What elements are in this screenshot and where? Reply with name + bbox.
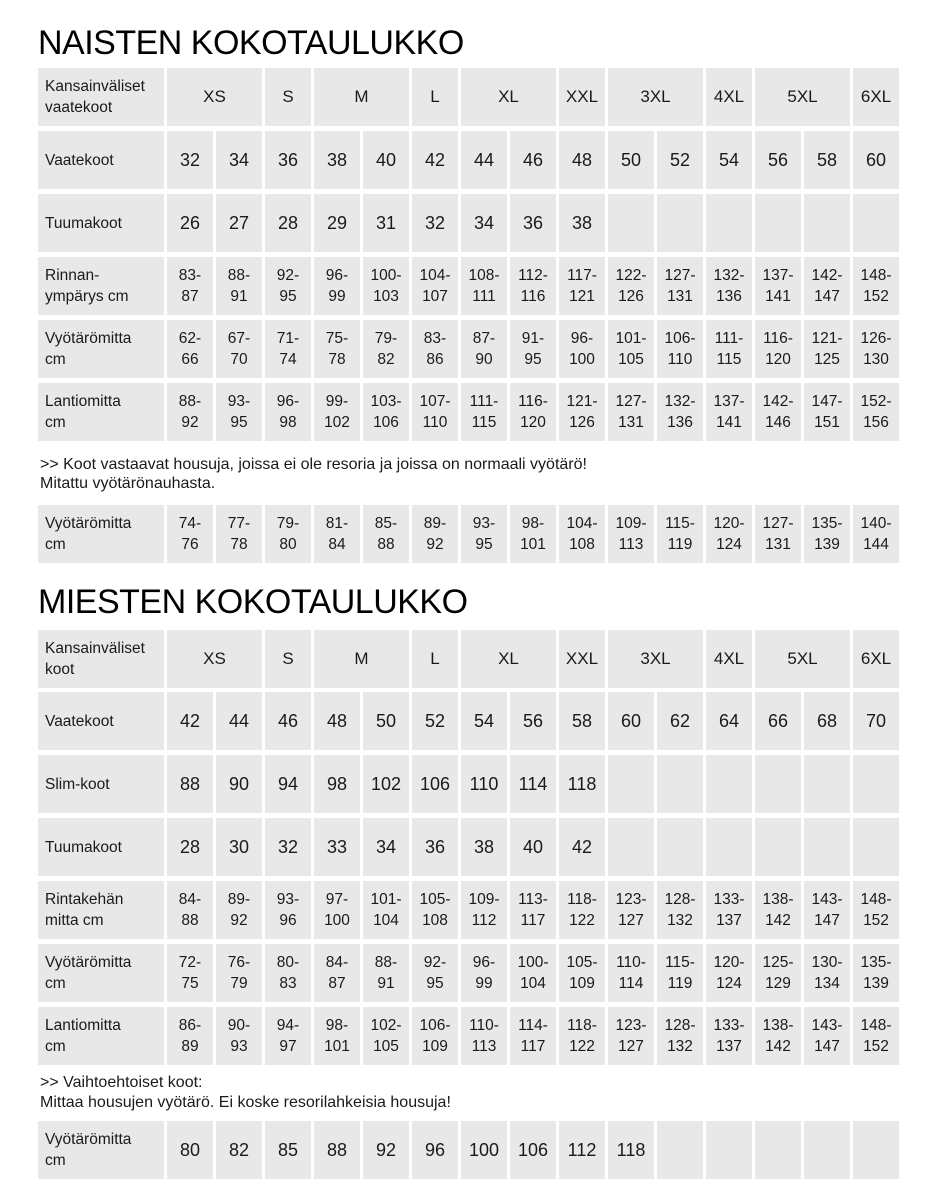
table-row-4-cell: 107- 110 [412, 383, 458, 441]
men-note-line-2: Mittaa housujen vyötärö. Ei koske resorilahkeisia housuja! [40, 1094, 451, 1111]
table-row-4-cell: 121- 126 [559, 383, 605, 441]
women-extra-cell: 140- 144 [853, 505, 899, 563]
table-row-2-cell [608, 818, 654, 876]
table-row-1-cell: 118 [559, 755, 605, 813]
size-header-xs: XS [167, 68, 262, 126]
men-extra-cell [804, 1121, 850, 1179]
table-row-3-cell: 133- 137 [706, 881, 752, 939]
size-header-3xl: 3XL [608, 630, 703, 688]
table-row-1-cell [853, 755, 899, 813]
table-row-0-cell: 38 [314, 131, 360, 189]
table-row-5-cell: 138- 142 [755, 1007, 801, 1065]
men-extra-cell: 85 [265, 1121, 311, 1179]
women-extra-cell: 93- 95 [461, 505, 507, 563]
size-header-3xl: 3XL [608, 68, 703, 126]
table-row-0-cell: 52 [412, 692, 458, 750]
table-row-2-cell [706, 818, 752, 876]
size-header-6xl: 6XL [853, 68, 899, 126]
table-row-4-cell: 93- 95 [216, 383, 262, 441]
table-row-2-cell: 30 [216, 818, 262, 876]
table-row-0-cell: 64 [706, 692, 752, 750]
size-header-xxl: XXL [559, 68, 605, 126]
table-row-4-cell: 84- 87 [314, 944, 360, 1002]
table-row-3-cell: 101- 105 [608, 320, 654, 378]
table-row-5-cell: 118- 122 [559, 1007, 605, 1065]
women-size-chart-title: NAISTEN KOKOTAULUKKO [38, 24, 464, 62]
women-note-line-2: Mitattu vyötärönauhasta. [40, 475, 216, 492]
table-row-2-cell [657, 818, 703, 876]
women-extra-cell: 127- 131 [755, 505, 801, 563]
table-row-1-cell: 110 [461, 755, 507, 813]
men-extra-cell: 82 [216, 1121, 262, 1179]
table-row-4-cell: 111- 115 [461, 383, 507, 441]
table-row-5-cell: 143- 147 [804, 1007, 850, 1065]
table-row-5-cell: 106- 109 [412, 1007, 458, 1065]
table-row-2-cell: 100- 103 [363, 257, 409, 315]
women-extra-cell: 120- 124 [706, 505, 752, 563]
table-row-1-cell: 32 [412, 194, 458, 252]
table-row-0-cell: 70 [853, 692, 899, 750]
table-row-1-cell: 31 [363, 194, 409, 252]
table-row-3-cell: 138- 142 [755, 881, 801, 939]
size-header-6xl: 6XL [853, 630, 899, 688]
table-row-4-row-label: Lantiomitta cm [38, 383, 164, 441]
women-extra-cell: 77- 78 [216, 505, 262, 563]
table-row-0-cell: 32 [167, 131, 213, 189]
men-size-chart-title: MIESTEN KOKOTAULUKKO [38, 583, 468, 621]
table-row-4-cell: 103- 106 [363, 383, 409, 441]
men-extra-cell [755, 1121, 801, 1179]
table-row-4-cell: 130- 134 [804, 944, 850, 1002]
women-extra-cell: 81- 84 [314, 505, 360, 563]
table-row-5-cell: 86- 89 [167, 1007, 213, 1065]
table-row-4-cell: 152- 156 [853, 383, 899, 441]
table-row-0-row-label: Vaatekoot [38, 131, 164, 189]
table-row-5-cell: 102- 105 [363, 1007, 409, 1065]
table-row-3-cell: 79- 82 [363, 320, 409, 378]
men-extra-row-label: Vyötärömitta cm [38, 1121, 164, 1179]
table-row-4-cell: 127- 131 [608, 383, 654, 441]
table-row-4-cell: 96- 98 [265, 383, 311, 441]
table-row-5-row-label: Lantiomitta cm [38, 1007, 164, 1065]
table-row-2-cell: 38 [461, 818, 507, 876]
table-row-0-cell: 66 [755, 692, 801, 750]
table-row-1-cell: 114 [510, 755, 556, 813]
table-row-0-cell: 42 [412, 131, 458, 189]
table-row-1-cell [657, 194, 703, 252]
table-row-1-cell: 28 [265, 194, 311, 252]
table-row-2-cell: 40 [510, 818, 556, 876]
women-extra-row-label: Vyötärömitta cm [38, 505, 164, 563]
table-row-2-cell: 127- 131 [657, 257, 703, 315]
table-row-2-cell: 122- 126 [608, 257, 654, 315]
table-row-0-cell: 56 [755, 131, 801, 189]
table-row-5-cell: 98- 101 [314, 1007, 360, 1065]
table-row-2-cell: 88- 91 [216, 257, 262, 315]
size-header-l: L [412, 68, 458, 126]
table-row-1-cell [755, 194, 801, 252]
table-row-2-cell [853, 818, 899, 876]
table-row-1-cell: 36 [510, 194, 556, 252]
header-label-cell: Kansainväliset vaatekoot [38, 68, 164, 126]
table-row-3-cell: 101- 104 [363, 881, 409, 939]
size-header-4xl: 4XL [706, 630, 752, 688]
table-row-1-cell [755, 755, 801, 813]
table-row-2-cell [804, 818, 850, 876]
table-row-4-cell: 110- 114 [608, 944, 654, 1002]
men-extra-cell: 80 [167, 1121, 213, 1179]
table-row-1-cell: 88 [167, 755, 213, 813]
women-extra-cell: 104- 108 [559, 505, 605, 563]
men-extra-cell: 96 [412, 1121, 458, 1179]
women-extra-cell: 115- 119 [657, 505, 703, 563]
table-row-1-cell [804, 755, 850, 813]
table-row-3-cell: 89- 92 [216, 881, 262, 939]
table-row-0-cell: 48 [559, 131, 605, 189]
women-extra-cell: 109- 113 [608, 505, 654, 563]
men-extra-cell [657, 1121, 703, 1179]
table-row-5-cell: 148- 152 [853, 1007, 899, 1065]
men-extra-cell: 118 [608, 1121, 654, 1179]
size-header-l: L [412, 630, 458, 688]
table-row-2-cell: 132- 136 [706, 257, 752, 315]
table-row-4-cell: 142- 146 [755, 383, 801, 441]
table-row-0-cell: 58 [804, 131, 850, 189]
table-row-0-cell: 62 [657, 692, 703, 750]
table-row-3-cell: 113- 117 [510, 881, 556, 939]
table-row-5-cell: 128- 132 [657, 1007, 703, 1065]
table-row-3-cell: 91- 95 [510, 320, 556, 378]
table-row-4-cell: 147- 151 [804, 383, 850, 441]
table-row-2-cell: 104- 107 [412, 257, 458, 315]
table-row-3-cell: 71- 74 [265, 320, 311, 378]
table-row-0-cell: 46 [265, 692, 311, 750]
table-row-2-cell: 92- 95 [265, 257, 311, 315]
table-row-3-cell: 128- 132 [657, 881, 703, 939]
table-row-2-cell: 33 [314, 818, 360, 876]
table-row-0-cell: 58 [559, 692, 605, 750]
table-row-2-cell: 96- 99 [314, 257, 360, 315]
table-row-1-cell: 27 [216, 194, 262, 252]
size-header-xl: XL [461, 68, 556, 126]
table-row-2-cell: 117- 121 [559, 257, 605, 315]
men-extra-cell: 106 [510, 1121, 556, 1179]
table-row-4-cell: 76- 79 [216, 944, 262, 1002]
table-row-4-cell: 99- 102 [314, 383, 360, 441]
table-row-0-cell: 50 [363, 692, 409, 750]
table-row-2-cell [755, 818, 801, 876]
table-row-3-row-label: Vyötärömitta cm [38, 320, 164, 378]
table-row-1-cell: 38 [559, 194, 605, 252]
table-row-0-cell: 42 [167, 692, 213, 750]
size-header-s: S [265, 630, 311, 688]
table-row-4-cell: 80- 83 [265, 944, 311, 1002]
women-extra-cell: 98- 101 [510, 505, 556, 563]
table-row-0-cell: 54 [706, 131, 752, 189]
men-extra-cell: 92 [363, 1121, 409, 1179]
table-row-1-cell: 102 [363, 755, 409, 813]
table-row-4-cell: 115- 119 [657, 944, 703, 1002]
table-row-5-cell: 110- 113 [461, 1007, 507, 1065]
table-row-1-cell [608, 755, 654, 813]
table-row-0-row-label: Vaatekoot [38, 692, 164, 750]
table-row-3-cell: 109- 112 [461, 881, 507, 939]
table-row-3-cell: 111- 115 [706, 320, 752, 378]
table-row-2-row-label: Tuumakoot [38, 818, 164, 876]
women-extra-cell: 74- 76 [167, 505, 213, 563]
men-note-line-1: >> Vaihtoehtoiset koot: [40, 1074, 203, 1091]
table-row-1-cell [853, 194, 899, 252]
table-row-5-cell: 90- 93 [216, 1007, 262, 1065]
size-header-xxl: XXL [559, 630, 605, 688]
women-extra-cell: 85- 88 [363, 505, 409, 563]
table-row-1-cell: 94 [265, 755, 311, 813]
size-header-m: M [314, 68, 409, 126]
table-row-0-cell: 40 [363, 131, 409, 189]
table-row-0-cell: 44 [216, 692, 262, 750]
table-row-4-cell: 116- 120 [510, 383, 556, 441]
table-row-2-cell: 142- 147 [804, 257, 850, 315]
table-row-1-cell: 26 [167, 194, 213, 252]
table-row-3-cell: 126- 130 [853, 320, 899, 378]
table-row-0-cell: 52 [657, 131, 703, 189]
table-row-1-row-label: Slim-koot [38, 755, 164, 813]
table-row-0-cell: 68 [804, 692, 850, 750]
table-row-3-cell: 67- 70 [216, 320, 262, 378]
table-row-2-cell: 108- 111 [461, 257, 507, 315]
table-row-4-cell: 125- 129 [755, 944, 801, 1002]
header-label-cell: Kansainväliset koot [38, 630, 164, 688]
table-row-3-cell: 97- 100 [314, 881, 360, 939]
table-row-5-cell: 94- 97 [265, 1007, 311, 1065]
table-row-0-cell: 36 [265, 131, 311, 189]
table-row-2-cell: 34 [363, 818, 409, 876]
table-row-1-cell [706, 194, 752, 252]
table-row-4-cell: 88- 92 [167, 383, 213, 441]
table-row-0-cell: 56 [510, 692, 556, 750]
table-row-4-cell: 100- 104 [510, 944, 556, 1002]
table-row-3-cell: 105- 108 [412, 881, 458, 939]
table-row-4-cell: 88- 91 [363, 944, 409, 1002]
table-row-2-cell: 137- 141 [755, 257, 801, 315]
table-row-0-cell: 34 [216, 131, 262, 189]
size-header-5xl: 5XL [755, 68, 850, 126]
table-row-1-cell [804, 194, 850, 252]
table-row-4-cell: 105- 109 [559, 944, 605, 1002]
table-row-3-cell: 106- 110 [657, 320, 703, 378]
men-extra-cell: 88 [314, 1121, 360, 1179]
men-extra-cell: 112 [559, 1121, 605, 1179]
men-extra-cell [706, 1121, 752, 1179]
table-row-3-cell: 87- 90 [461, 320, 507, 378]
table-row-1-cell [706, 755, 752, 813]
size-header-4xl: 4XL [706, 68, 752, 126]
men-extra-cell: 100 [461, 1121, 507, 1179]
table-row-2-cell: 32 [265, 818, 311, 876]
size-header-m: M [314, 630, 409, 688]
table-row-1-row-label: Tuumakoot [38, 194, 164, 252]
table-row-3-cell: 96- 100 [559, 320, 605, 378]
size-header-s: S [265, 68, 311, 126]
table-row-2-cell: 83- 87 [167, 257, 213, 315]
size-header-xs: XS [167, 630, 262, 688]
table-row-4-cell: 72- 75 [167, 944, 213, 1002]
table-row-4-cell: 120- 124 [706, 944, 752, 1002]
table-row-3-cell: 62- 66 [167, 320, 213, 378]
table-row-2-row-label: Rinnan- ympärys cm [38, 257, 164, 315]
table-row-3-cell: 116- 120 [755, 320, 801, 378]
size-header-5xl: 5XL [755, 630, 850, 688]
table-row-5-cell: 123- 127 [608, 1007, 654, 1065]
men-extra-cell [853, 1121, 899, 1179]
size-header-xl: XL [461, 630, 556, 688]
table-row-1-cell: 90 [216, 755, 262, 813]
women-extra-cell: 79- 80 [265, 505, 311, 563]
table-row-0-cell: 60 [608, 692, 654, 750]
table-row-5-cell: 114- 117 [510, 1007, 556, 1065]
table-row-5-cell: 133- 137 [706, 1007, 752, 1065]
women-note-line-1: >> Koot vastaavat housuja, joissa ei ole resoria ja joissa on normaali vyötärö! [40, 456, 587, 473]
table-row-2-cell: 112- 116 [510, 257, 556, 315]
table-row-1-cell: 34 [461, 194, 507, 252]
table-row-4-cell: 137- 141 [706, 383, 752, 441]
table-row-2-cell: 28 [167, 818, 213, 876]
table-row-0-cell: 48 [314, 692, 360, 750]
table-row-1-cell [608, 194, 654, 252]
table-row-3-cell: 75- 78 [314, 320, 360, 378]
table-row-3-cell: 118- 122 [559, 881, 605, 939]
table-row-0-cell: 50 [608, 131, 654, 189]
table-row-0-cell: 44 [461, 131, 507, 189]
table-row-4-row-label: Vyötärömitta cm [38, 944, 164, 1002]
table-row-3-cell: 84- 88 [167, 881, 213, 939]
table-row-4-cell: 132- 136 [657, 383, 703, 441]
women-extra-cell: 89- 92 [412, 505, 458, 563]
table-row-3-cell: 123- 127 [608, 881, 654, 939]
table-row-1-cell [657, 755, 703, 813]
table-row-1-cell: 29 [314, 194, 360, 252]
table-row-1-cell: 106 [412, 755, 458, 813]
table-row-3-cell: 143- 147 [804, 881, 850, 939]
table-row-2-cell: 42 [559, 818, 605, 876]
table-row-4-cell: 92- 95 [412, 944, 458, 1002]
table-row-3-row-label: Rintakehän mitta cm [38, 881, 164, 939]
women-extra-cell: 135- 139 [804, 505, 850, 563]
table-row-3-cell: 148- 152 [853, 881, 899, 939]
table-row-3-cell: 83- 86 [412, 320, 458, 378]
table-row-3-cell: 121- 125 [804, 320, 850, 378]
table-row-2-cell: 36 [412, 818, 458, 876]
table-row-0-cell: 54 [461, 692, 507, 750]
table-row-0-cell: 60 [853, 131, 899, 189]
table-row-4-cell: 96- 99 [461, 944, 507, 1002]
table-row-4-cell: 135- 139 [853, 944, 899, 1002]
table-row-3-cell: 93- 96 [265, 881, 311, 939]
table-row-2-cell: 148- 152 [853, 257, 899, 315]
table-row-0-cell: 46 [510, 131, 556, 189]
table-row-1-cell: 98 [314, 755, 360, 813]
